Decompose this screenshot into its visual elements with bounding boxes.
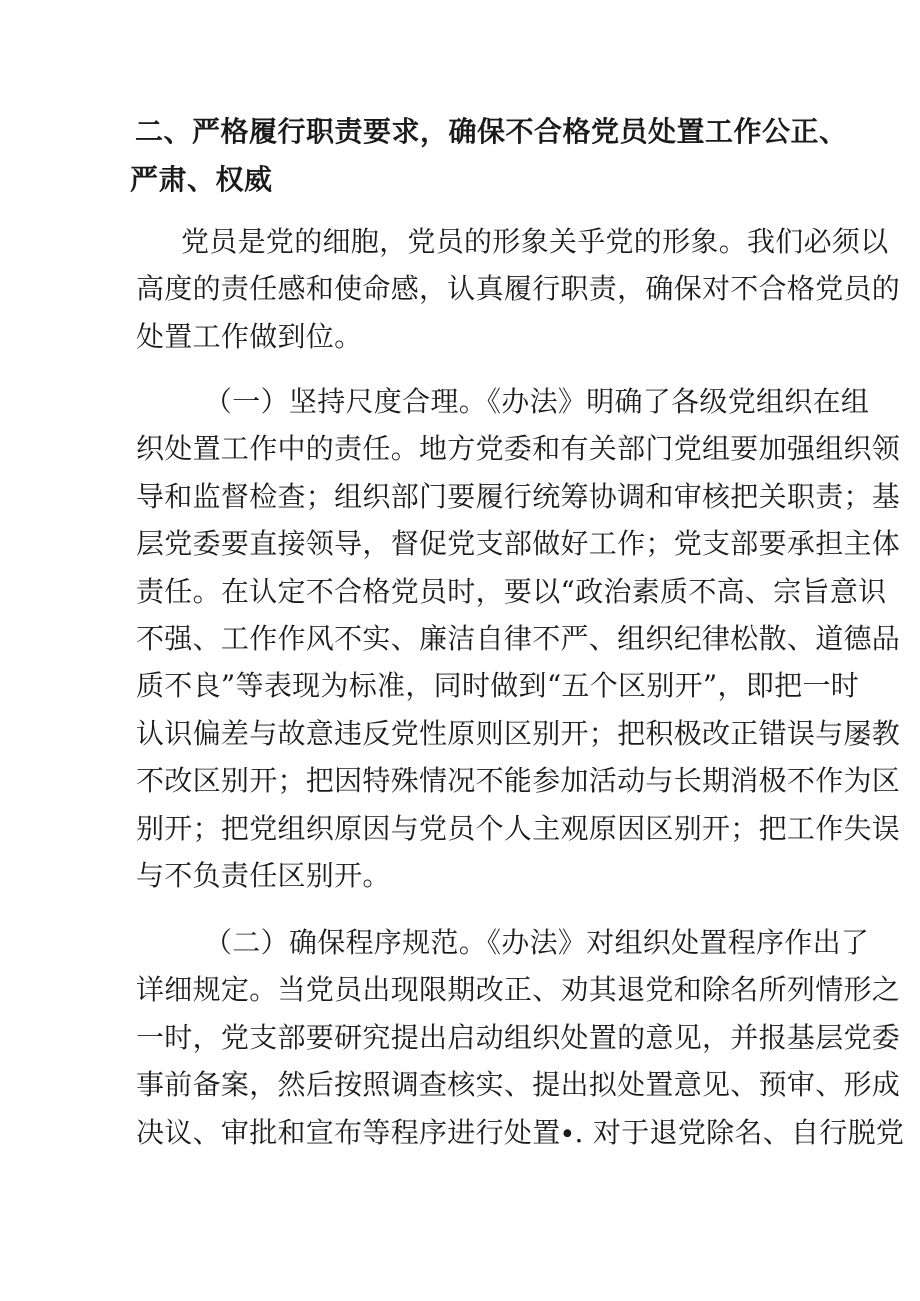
paragraph-scale-reasonable — [136, 378, 901, 899]
section-heading — [130, 108, 848, 204]
paragraph-line: 认识偏差与故意违反党性原则区别开；把积极改正错误与屡教 — [136, 716, 901, 750]
paragraph-line: （二）确保程序规范。《办法》对组织处置程序作出了 — [204, 926, 870, 959]
paragraph-line: 责任。在认定不合格党员时，要以“政治素质不高、宗旨意识 — [136, 574, 887, 608]
paragraph-line: 质不良”等表现为标准，同时做到“五个区别开”，即把一时 — [136, 669, 860, 703]
heading-line: 二、严格履行职责要求，确保不合格党员处置工作公正、 — [135, 115, 848, 148]
paragraph-line: （一）坚持尺度合理。《办法》明确了各级党组织在组 — [204, 385, 870, 418]
paragraph-line: 高度的责任感和使命感，认真履行职责，确保对不合格党员的 — [136, 272, 901, 306]
paragraph-line: 事前备案，然后按照调查核实、提出拟处置意见、预审、形成 — [136, 1068, 901, 1102]
paragraph-line: 导和监督检查；组织部门要履行统筹协调和审核把关职责；基 — [136, 479, 901, 513]
paragraph-line: 织处置工作中的责任。地方党委和有关部门党组要加强组织领 — [136, 432, 901, 466]
paragraph-line: 党员是党的细胞，党员的形象关乎党的形象。我们必须以 — [181, 225, 889, 258]
paragraph-line: 不改区别开；把因特殊情况不能参加活动与长期消极不作为区 — [136, 764, 901, 798]
paragraph-line: 决议、审批和宣布等程序进行处置∙. 对于退党除名、自行脱党 — [136, 1115, 905, 1149]
paragraph-line: 别开；把党组织原因与党员个人主观原因区别开；把工作失误 — [136, 811, 901, 845]
paragraph-line: 与不负责任区别开。 — [136, 859, 391, 893]
paragraph-intro — [136, 218, 901, 360]
paragraph-line: 处置工作做到位。 — [136, 319, 363, 353]
paragraph-line: 不强、工作作风不实、廉洁自律不严、组织纪律松散、道德品 — [136, 622, 901, 656]
heading-line: 严肃、权威 — [130, 163, 273, 196]
paragraph-line: 一时，党支部要研究提出启动组织处置的意见，并报基层党委 — [136, 1020, 901, 1054]
paragraph-procedure-standard — [136, 919, 905, 1156]
paragraph-line: 层党委要直接领导，督促党支部做好工作；党支部要承担主体 — [136, 527, 901, 561]
paragraph-line: 详细规定。当党员出现限期改正、劝其退党和除名所列情形之 — [136, 973, 901, 1007]
